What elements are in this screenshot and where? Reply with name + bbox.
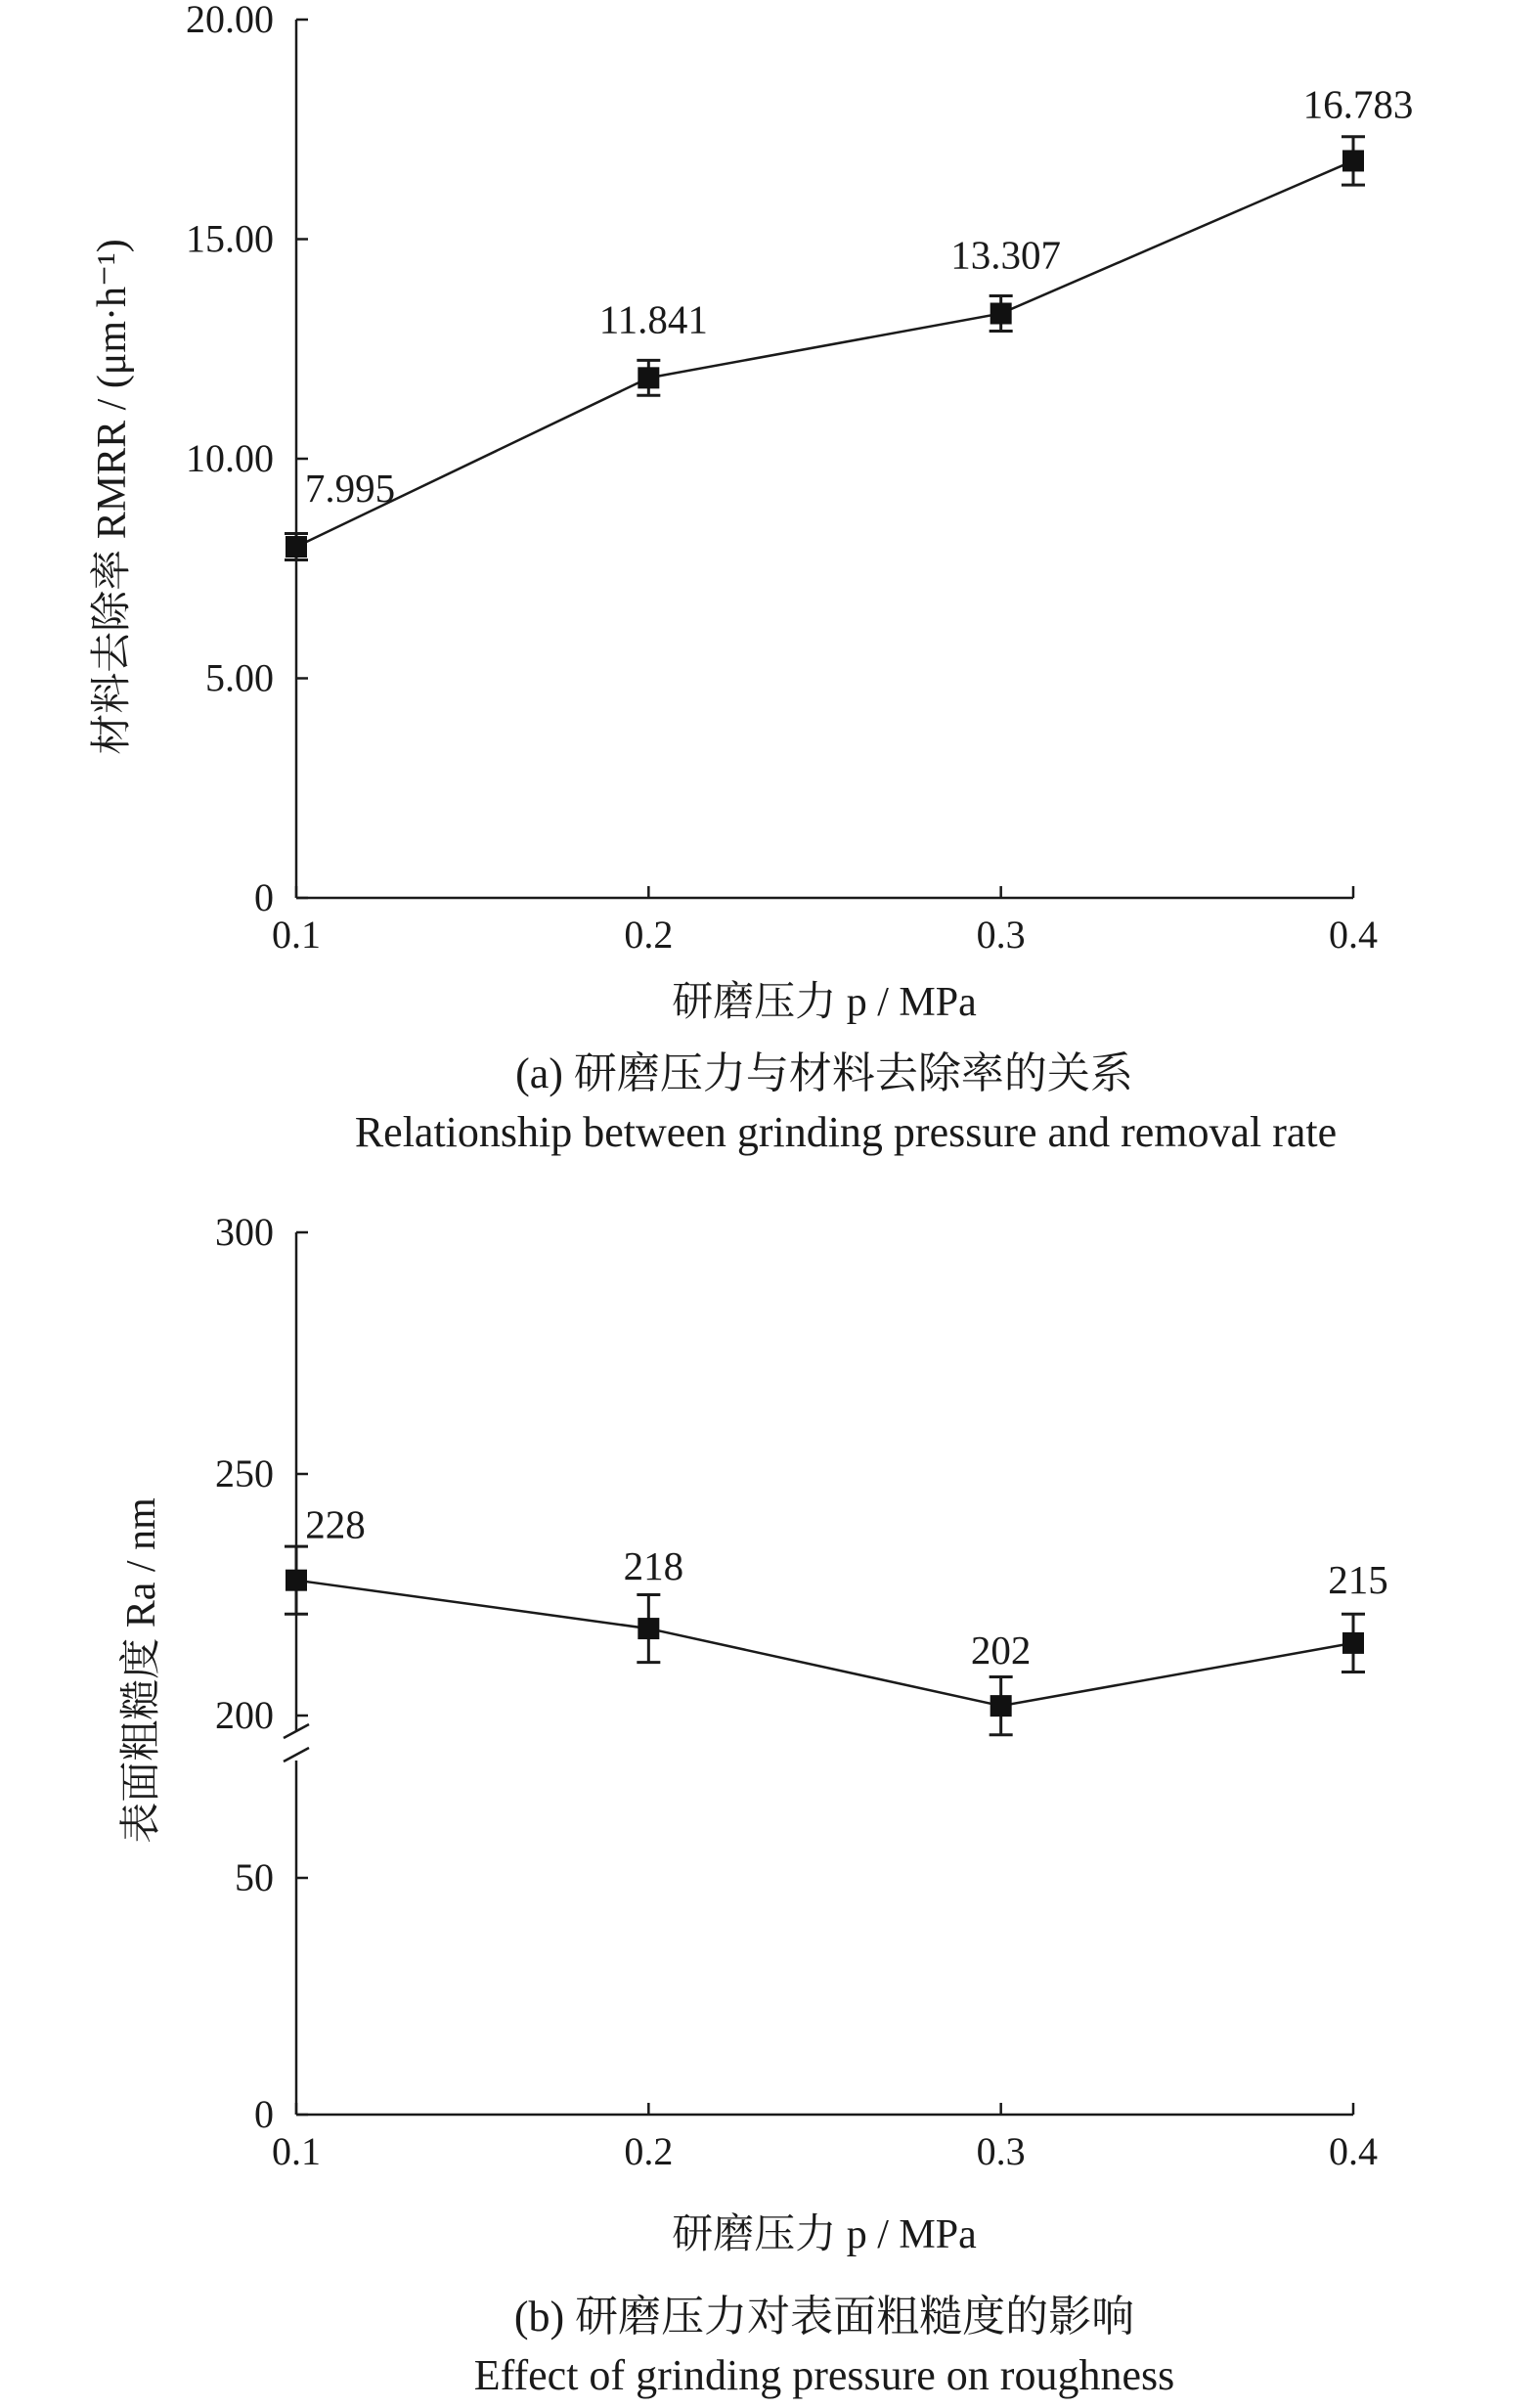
chart-a-data-label: 16.783 — [1302, 81, 1414, 127]
chart-a-caption-en: Relationship between grinding pressure and removal rate — [354, 1108, 1338, 1156]
chart-b-x-axis-label: 研磨压力 p / MPa — [672, 2212, 977, 2257]
chart-b-caption-en: Effect of grinding pressure on roughness — [473, 2351, 1175, 2399]
chart-a-series-line — [296, 160, 1353, 547]
chart-a-x-tick-label: 0.3 — [976, 913, 1026, 957]
chart-a-x-tick-label: 0.1 — [272, 913, 321, 957]
chart-b-data-point — [990, 1695, 1012, 1717]
chart-a-data-label: 7.995 — [304, 466, 396, 512]
chart-b — [118, 1210, 1388, 2399]
chart-b-data-point — [286, 1570, 307, 1591]
chart-b-x-tick-label: 0.3 — [976, 2129, 1026, 2173]
chart-a-x-axis-label: 研磨压力 p / MPa — [672, 980, 977, 1025]
chart-b-x-tick-label: 0.2 — [624, 2129, 674, 2173]
chart-a-y-tick-label: 15.00 — [186, 216, 274, 261]
chart-b-data-label: 218 — [623, 1543, 684, 1589]
chart-a-data-label: 13.307 — [950, 232, 1062, 278]
chart-a-data-point — [990, 303, 1012, 325]
chart-b-series-line — [296, 1581, 1353, 1706]
chart-b-caption-cn: (b) 研磨压力对表面粗糙度的影响 — [513, 2293, 1135, 2341]
chart-b-y-tick-label: 250 — [215, 1451, 274, 1495]
chart-a-y-axis-label: 材料去除率 RMRR / (μm·h⁻¹) — [90, 239, 135, 755]
chart-b-y-tick-label: 50 — [235, 1855, 274, 1899]
chart-a-data-point — [1342, 150, 1364, 171]
chart-b-data-point — [638, 1618, 659, 1639]
chart-b-data-label: 228 — [305, 1501, 366, 1547]
chart-b-y-tick-label: 0 — [254, 2092, 274, 2136]
chart-a-x-tick-label: 0.4 — [1329, 913, 1378, 957]
chart-b-x-tick-label: 0.4 — [1329, 2129, 1378, 2173]
chart-b-y-tick-label: 300 — [215, 1210, 274, 1254]
chart-a-caption-cn: (a) 研磨压力与材料去除率的关系 — [515, 1049, 1133, 1097]
chart-a-y-tick-label: 20.00 — [186, 0, 274, 41]
chart-a-data-point — [286, 536, 307, 557]
chart-a-y-tick-label: 5.00 — [205, 655, 274, 700]
chart-a-data-point — [638, 367, 659, 388]
chart-b-x-tick-label: 0.1 — [272, 2129, 321, 2173]
chart-a — [89, 0, 1413, 1156]
chart-a-y-tick-label: 10.00 — [186, 436, 274, 480]
chart-b-data-label: 202 — [970, 1628, 1032, 1673]
chart-a-data-label: 11.841 — [598, 296, 708, 342]
chart-a-x-tick-label: 0.2 — [624, 913, 674, 957]
chart-b-y-axis-label: 表面粗糙度 Ra / nm — [119, 1497, 164, 1844]
chart-b-axis-break-mark-lower — [284, 1748, 309, 1761]
chart-b-y-tick-label: 200 — [215, 1693, 274, 1737]
chart-b-data-label: 215 — [1328, 1556, 1388, 1602]
chart-b-data-point — [1342, 1632, 1364, 1654]
chart-a-y-tick-label: 0 — [254, 875, 274, 919]
